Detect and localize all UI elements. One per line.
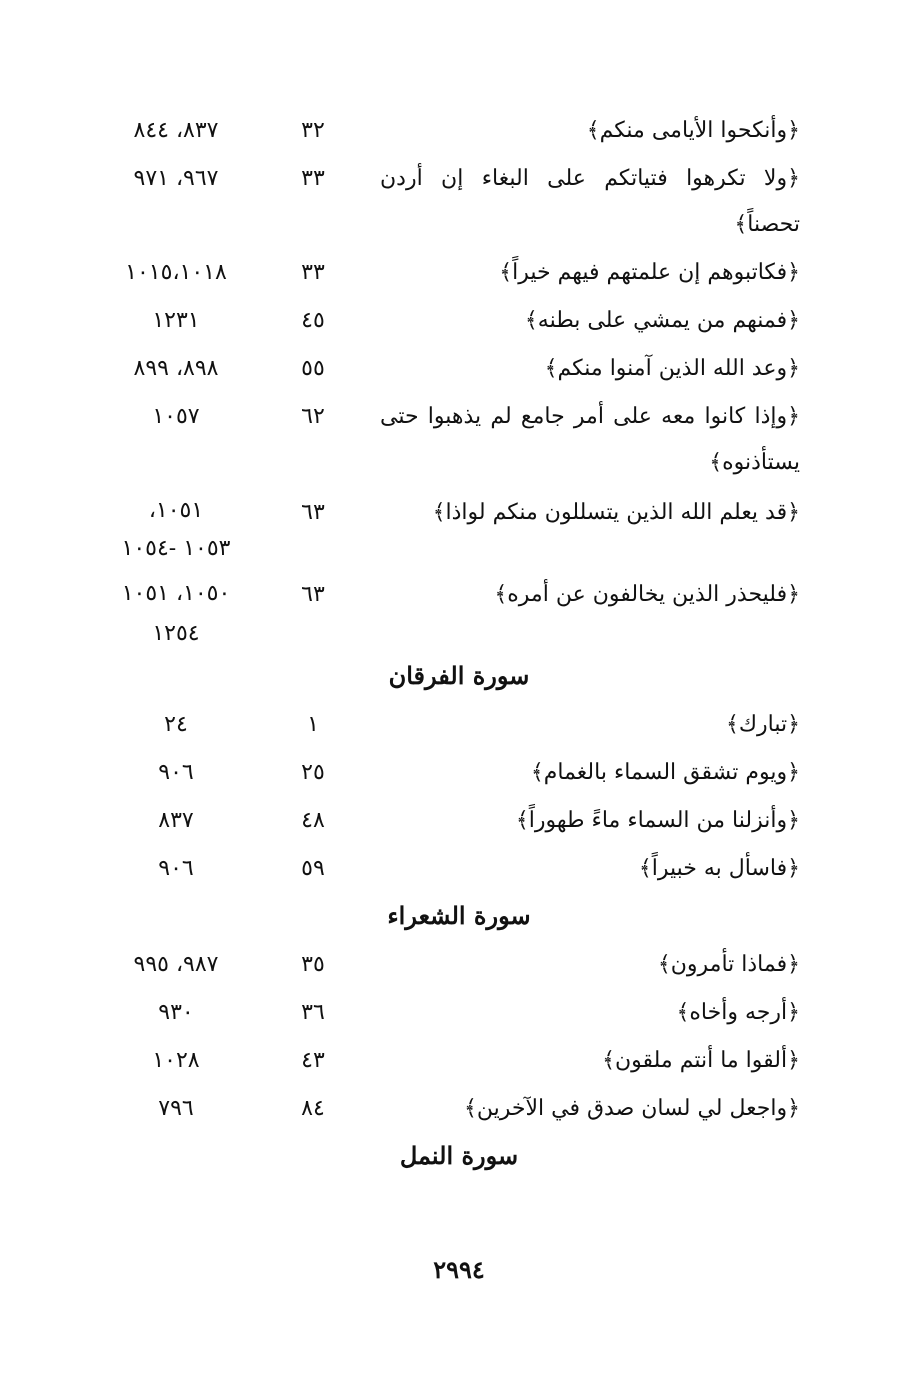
page-reference: ٢٤	[164, 712, 188, 737]
page-reference: ٨٣٧	[158, 808, 194, 833]
page-references	[96, 990, 256, 1036]
page-reference: ٨٩٨، ٨٩٩	[133, 356, 219, 381]
page-number: ٢٩٩٤	[433, 1255, 485, 1284]
page-reference: ١٠٥٧	[152, 404, 200, 429]
page-references	[96, 750, 256, 796]
ayah-number: ٢٥	[301, 760, 325, 785]
verse-text: ﴿فليحذر الذين يخالفون عن أمره﴾	[494, 582, 800, 607]
surah-heading: سورة الفرقان	[388, 661, 530, 690]
ayah-number: ٤٣	[301, 1048, 325, 1073]
surah-heading: سورة النمل	[399, 1141, 519, 1170]
page-references	[96, 942, 256, 988]
page-references	[96, 492, 256, 568]
ayah-number: ٣٣	[301, 166, 325, 191]
ayah-number: ١	[307, 712, 319, 737]
verse-text: ﴿فمنهم من يمشي على بطنه﴾	[524, 308, 800, 333]
ayah-number: ٣٢	[301, 118, 325, 143]
verse-text: ﴿تبارك﴾	[725, 712, 800, 737]
verse-text: ﴿وإذا كانوا معه على أمر جامع لم يذهبوا حتى يستأذنوه﴾	[380, 404, 800, 475]
page-references	[96, 108, 256, 154]
page-reference: ٩٣٠	[158, 1000, 194, 1025]
page-references	[96, 798, 256, 844]
page-reference: ١٠٥١،	[148, 498, 204, 523]
verse-text: ﴿أرجه وأخاه﴾	[676, 1000, 800, 1025]
page-references	[96, 156, 256, 202]
page-references	[96, 1086, 256, 1132]
verse-text: ﴿فماذا تأمرون﴾	[657, 952, 800, 977]
page-references	[96, 574, 256, 654]
verse-text: ﴿ولا تكرهوا فتياتكم على البغاء إن أردن تحصناً﴾	[380, 166, 800, 237]
page-references	[96, 846, 256, 892]
page-references	[96, 298, 256, 344]
verse-text: ﴿وأنكحوا الأيامى منكم﴾	[586, 118, 800, 143]
verse-text: ﴿وأنزلنا من السماء ماءً طهوراً﴾	[515, 808, 800, 833]
page-reference: ١٢٥٤	[152, 621, 200, 646]
page-references	[96, 1038, 256, 1084]
verse-text: ﴿ويوم تشقق السماء بالغمام﴾	[530, 760, 800, 785]
verse-text: ﴿قد يعلم الله الذين يتسللون منكم لواذا﴾	[432, 500, 800, 525]
page-reference: ٧٩٦	[158, 1096, 194, 1121]
ayah-number: ٥٩	[301, 856, 325, 881]
page-reference: ٩٨٧، ٩٩٥	[133, 952, 219, 977]
verse-text: ﴿واجعل لي لسان صدق في الآخرين﴾	[463, 1096, 800, 1121]
page-reference: ١٢٣١	[152, 308, 200, 333]
page-reference: ١٠١٥،١٠١٨	[125, 260, 227, 285]
page-reference: ٩٠٦	[158, 760, 194, 785]
page-reference: ١٠٢٨	[152, 1048, 200, 1073]
ayah-number: ٤٥	[301, 308, 325, 333]
ayah-number: ٥٥	[301, 356, 325, 381]
ayah-number: ٦٣	[301, 500, 325, 525]
page-reference: ١٠٥٣ -١٠٥٤	[121, 536, 231, 561]
page-reference: ٩٦٧، ٩٧١	[133, 166, 219, 191]
page-reference: ٨٣٧، ٨٤٤	[133, 118, 219, 143]
page-reference: ١٠٥٠، ١٠٥١	[121, 581, 231, 606]
ayah-number: ٤٨	[301, 808, 325, 833]
verse-text: ﴿فاسأل به خبيراً﴾	[638, 856, 800, 881]
verse-text: ﴿فكاتبوهم إن علمتهم فيهم خيراً﴾	[499, 260, 800, 285]
page-references	[96, 702, 256, 748]
ayah-number: ٨٤	[301, 1096, 325, 1121]
page-references	[96, 250, 256, 296]
ayah-number: ٦٢	[301, 404, 325, 429]
verse-text: ﴿ألقوا ما أنتم ملقون﴾	[602, 1048, 800, 1073]
page-references	[96, 394, 256, 440]
ayah-number: ٣٥	[301, 952, 325, 977]
ayah-number: ٦٣	[301, 582, 325, 607]
ayah-number: ٣٦	[301, 1000, 325, 1025]
verse-text: ﴿وعد الله الذين آمنوا منكم﴾	[544, 356, 800, 381]
surah-heading: سورة الشعراء	[387, 901, 531, 930]
ayah-number: ٣٣	[301, 260, 325, 285]
page-references	[96, 346, 256, 392]
page-reference: ٩٠٦	[158, 856, 194, 881]
